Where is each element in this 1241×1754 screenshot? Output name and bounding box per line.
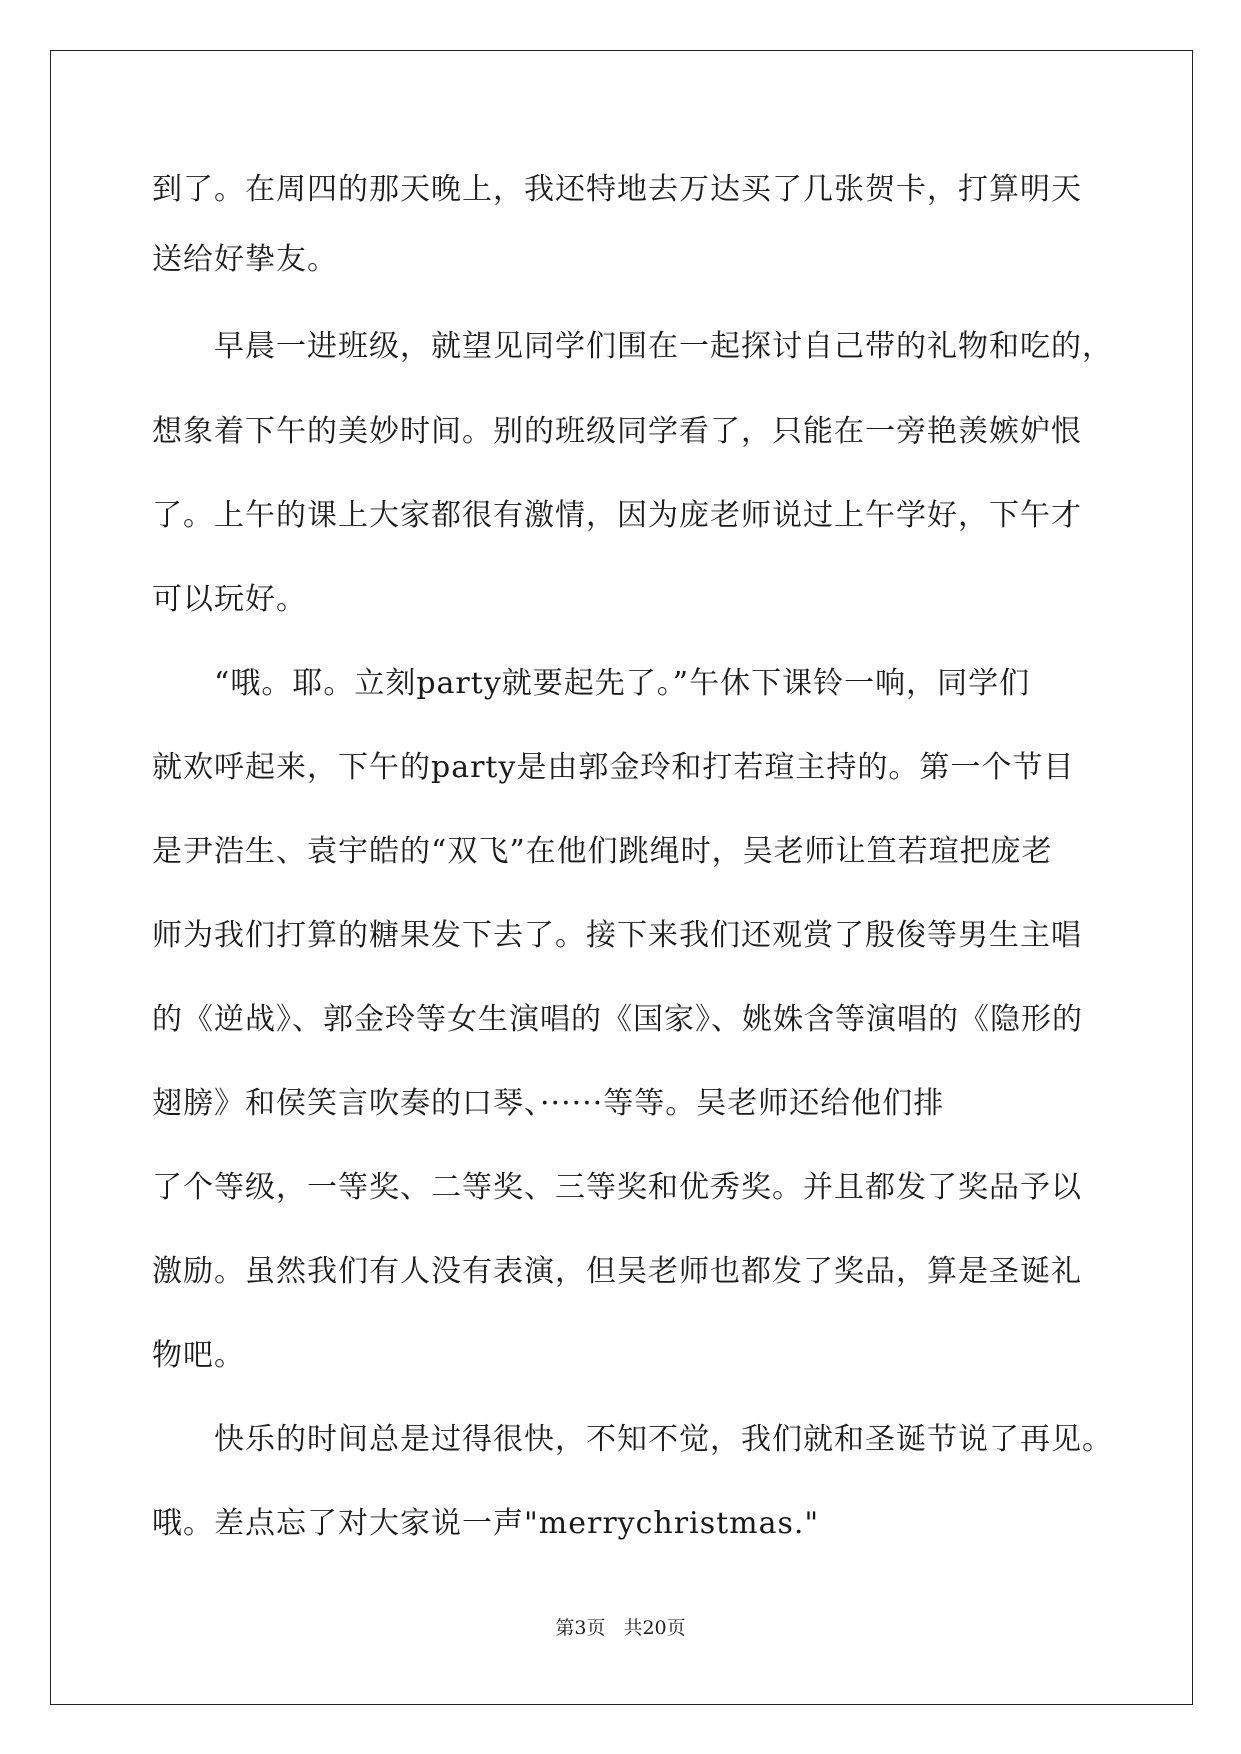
text-line: 是尹浩生、袁宇皓的“双飞”在他们跳绳时，吴老师让笪若瑄把庞老 (152, 834, 1053, 869)
text-line: 哦。差点忘了对大家说一声"merrychristmas." (152, 1506, 820, 1541)
text-line: 想象着下午的美妙时间。别的班级同学看了，只能在一旁艳羡嫉妒恨 (152, 414, 1082, 449)
text-line: 激励。虽然我们有人没有表演，但吴老师也都发了奖品，算是圣诞礼 (152, 1254, 1082, 1289)
paragraph-start-line: 快乐的时间总是过得很快，不知不觉，我们就和圣诞节说了再见。 (214, 1422, 1113, 1457)
text-line: 师为我们打算的糖果发下去了。接下来我们还观赏了殷俊等男生主唱 (152, 918, 1082, 953)
text-line: 的《逆战》、郭金玲等女生演唱的《国家》、姚姝含等演唱的《隐形的 (152, 1002, 1083, 1037)
text-line: 物吧。 (152, 1338, 245, 1373)
text-line: 到了。在周四的那天晚上，我还特地去万达买了几张贺卡，打算明天 (152, 172, 1082, 207)
text-line: 了个等级，一等奖、二等奖、三等奖和优秀奖。并且都发了奖品予以 (152, 1170, 1082, 1205)
text-line: 翅膀》和侯笑言吹奏的口琴、······等等。吴老师还给他们排 (152, 1086, 945, 1121)
page-number: 第3页 (555, 1617, 606, 1639)
text-line: 可以玩好。 (152, 582, 307, 617)
page-footer (0, 1616, 1241, 1640)
page-total: 共20页 (623, 1617, 686, 1639)
text-line: 送给好挚友。 (152, 242, 338, 277)
text-line: 就欢呼起来，下午的party是由郭金玲和打若瑄主持的。第一个节目 (152, 750, 1075, 785)
text-line: 了。上午的课上大家都很有激情，因为庞老师说过上午学好，下午才 (152, 498, 1082, 533)
paragraph-start-line: “哦。耶。立刻party就要起先了。”午休下课铃一响，同学们 (214, 666, 1031, 701)
paragraph-start-line: 早晨一进班级，就望见同学们围在一起探讨自己带的礼物和吃的， (214, 329, 1113, 364)
